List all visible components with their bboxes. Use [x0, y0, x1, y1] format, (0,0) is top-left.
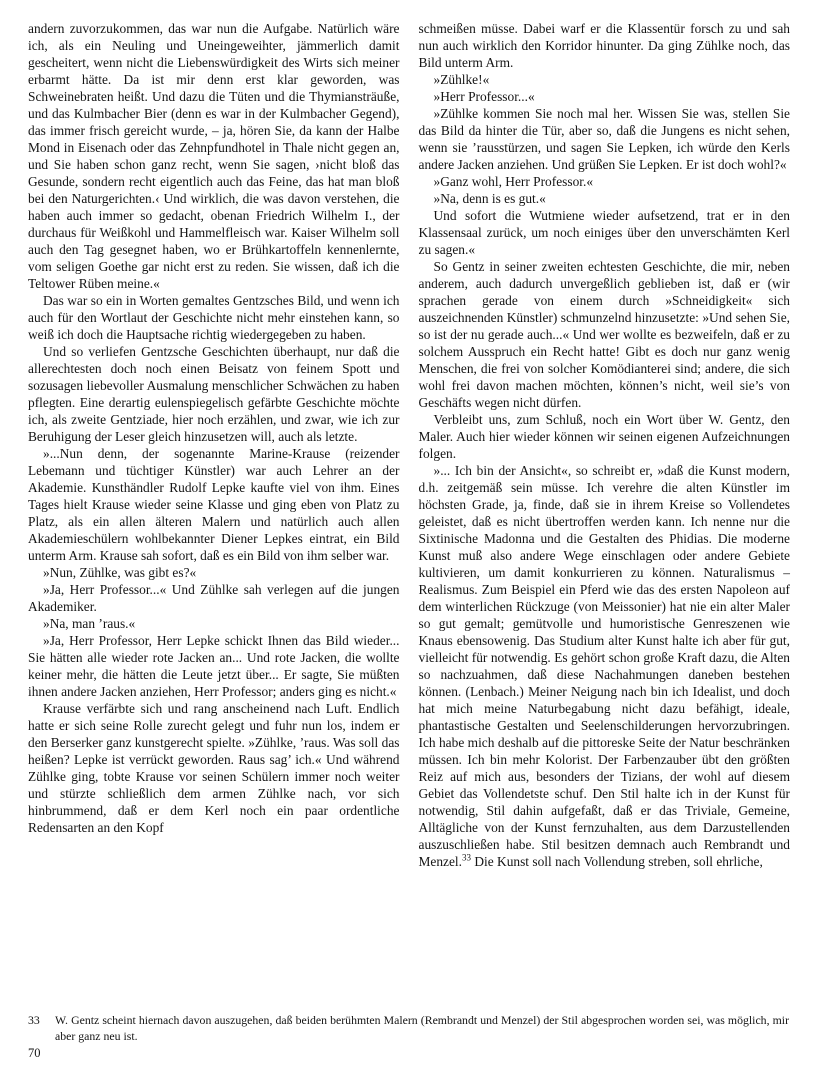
- paragraph: schmeißen müsse. Dabei warf er die Klassentür forsch zu und sah nun auch wirklich den Korridor hinunter. Da ging Zühlke noch, das Bild unterm Arm.: [418, 21, 790, 70]
- right-column: [419, 20, 791, 870]
- page-footer: [28, 1013, 789, 1060]
- paragraph: Das war so ein in Worten gemaltes Gentzsches Bild, und wenn ich auch für den Wortlaut der Geschichte nicht mehr einstehen kann, so weiß ich doch die Hauptsache richtig wiedergegeben zu haben.: [28, 293, 400, 342]
- paragraph-with-footnote-ref: [419, 462, 791, 870]
- paragraph: Und sofort die Wutmiene wieder aufsetzend, trat er in den Klassensaal zurück, um noch einiges über den unverschämten Kerl zu sagen.«: [418, 208, 790, 257]
- paragraph: So Gentz in seiner zweiten echtesten Geschichte, die mir, neben anderem, auch dadurch unvergeßlich geblieben ist, daß er (wir sprachen gerade von einem durch »Schneidigkeit« sich auszeichnenden Künstler) schmunzelnd hinzusetzte: »Und sehen Sie, so ist der nu gerade auch...« Und wer wollte es bezweifeln, daß er zu solchem Ausspruch ein Recht hatte! Gibt es doch nur ganz wenig Menschen, die frei von solcher Komödianterei sind; andere, die sich wohl frei davon machen möchten, können’s nicht, weil sie’s von Geschäfts wegen nicht dürfen.: [418, 259, 790, 410]
- paragraph-text-before-ref: »... Ich bin der Ansicht«, so schreibt er, »daß die Kunst modern, d.h. zeitgemäß sein müsse. Ich verehre die alten Künstler im höchsten Grade, ja, finde, daß sie in ihrem Kreise so Vollendetes geleistet, daß es nicht übertroffen werden kann. Ich nenne nur die Sixtinische Madonna und die Gestalten des Phidias. Die moderne Kunst muß also andere Wege einschlagen oder andere Gebiete kultivieren, um damit konkurrieren zu können. Naturalismus – Realismus. Zum Beispiel ein Pferd wie das des ersten Napoleon auf dem winterlichen Rückzuge (von Meissonier) hat nie ein alter Maler so gut gemalt; gemütvolle und humoristische Genreszenen wie Knaus ebensowenig. Das Studium alter Kunst halte ich aber für gut, vielleicht für notwendig. Es gehört schon große Kraft dazu, die Alten so nachzuahmen, daß diese Nachahmungen daneben bestehen können. (Lenbach.) Meiner Neigung nach bin ich Idealist, und doch hat mich meine Naturbegabung nicht dazu befähigt, ideale, phantastische Gestalten und Seelenschilderungen hervorzubringen. Ich habe mich deshalb auf die pittoreske Seite der Natur beschränken müssen. Ich bin mehr Kolorist. Der Farbenzauber übt den größten Reiz auf mich aus, besonders der Tizians, der wohl auf diesem Gebiet das Vollendetste schuf. Den Stil halte ich in der Kunst für notwendig, Stil dahin aufgefaßt, daß er das Triviale, Gemeine, Alltägliche von der Kunst fernzuhalten, aus dem Darzustellenden auszuschließen habe. Stil besitzen demnach auch Rembrandt und Menzel.: [418, 463, 790, 869]
- footnote-text: W. Gentz scheint hiernach davon auszugehen, daß beiden berühmten Malern (Rembrandt und Menzel) der Stil abgesprochen worden sei, was möglich, mir aber ganz neu ist.: [55, 1013, 789, 1043]
- paragraph: Verbleibt uns, zum Schluß, noch ein Wort über W. Gentz, den Maler. Auch hier wieder können wir seinen eigenen Aufzeichnungen folgen.: [418, 412, 790, 461]
- paragraph-dialogue: »Herr Professor...«: [433, 89, 535, 104]
- paragraph-text-after-ref: Die Kunst soll nach Vollendung streben, soll ehrliche,: [471, 854, 763, 869]
- page-number: 70: [28, 1046, 41, 1060]
- paragraph-dialogue: »Zühlke kommen Sie noch mal her. Wissen Sie was, stellen Sie das Bild da hinter die Tür, aber so, daß die Jungens es nicht sehen, wenn sie ’rausstürzen, und sagen Sie Lepken, ich würde den Kerls andere Jacken anziehen. Und grüßen Sie Lepken. Er ist doch wohl?«: [418, 106, 790, 172]
- paragraph-dialogue: »Na, man ’raus.«: [43, 616, 136, 631]
- left-column: [28, 20, 400, 870]
- paragraph-dialogue: »Ja, Herr Professor...« Und Zühlke sah verlegen auf die jungen Akademiker.: [28, 582, 400, 614]
- paragraph: Krause verfärbte sich und rang anscheinend nach Luft. Endlich hatte er sich seine Rolle zurecht gelegt und fuhr nun los, indem er den Berserker ganz kunstgerecht spielte. »Zühlke, ’raus. Was soll das heißen? Lepke ist verrückt geworden. Raus sag’ ich.« Und während Zühlke ging, tobte Krause vor seinen Schülern immer noch weiter und stürzte schließlich dem armen Zühlke nach, vor sich hinbrummend, daß er dem Kerl noch ein paar ordentliche Redensarten an den Kopf: [28, 701, 400, 835]
- footnote-reference: 33: [462, 852, 471, 863]
- paragraph: Und so verliefen Gentzsche Geschichten überhaupt, nur daß die allerechtesten doch noch einen Beisatz von feinem Spott und sozusagen liebevoller Ausmalung menschlicher Schwächen zu haben pflegten. Eine derartig eulenspiegelisch gefärbte Geschichte möchte ich, als zweite Gentziade, hier noch erzählen, und zwar, wie ich zur Beruhigung der Leser gleich hinzusetzen will, auch als letzte.: [28, 344, 400, 444]
- paragraph-dialogue: »Na, denn is es gut.«: [433, 191, 546, 206]
- paragraph-dialogue: »Ja, Herr Professor, Herr Lepke schickt Ihnen das Bild wieder... Sie hätten alle wieder rote Jacken an... Und rote Jacken, die wollte keiner mehr, die hätten die Leute jetzt über... Er sagte, Sie müßten ihnen andere Jacken anziehen, Herr Professor; anders ging es nicht.«: [28, 633, 400, 699]
- paragraph-dialogue: »Ganz wohl, Herr Professor.«: [433, 174, 594, 189]
- paragraph: »...Nun denn, der sogenannte Marine-Krause (reizender Lebemann und tüchtiger Künstler) war auch Lehrer an der Akademie. Kunsthändler Rudolf Lepke kaufte viel von ihm. Eines Tages hielt Krause wieder seine Klasse und ging eben von Platz zu Platz, als ein allen älteren Malern und natürlich auch allen Akademieschülern wohlbekannter Diener Lepkes eintrat, ein Bild unterm Arm. Krause sah sofort, daß es ein Bild von ihm selber war.: [28, 446, 400, 563]
- paragraph: andern zuvorzukommen, das war nun die Aufgabe. Natürlich wäre ich, als ein Neuling und Uneingeweihter, jämmerlich damit gescheitert, wenn nicht die Liebenswürdigkeit des Wirts sich meiner erbarmt hätte. Da ist mir denn erst klar geworden, was Schweinebraten heißt. Und dazu die Tüten und die Thymiansträuße, und das Kulmbacher Bier (denn es war in der Kulmbacher Gegend), das immer frisch gereicht wurde, – ja, hören Sie, da kann der Halbe Mond in Eisenach oder das Zehnpfundhotel in Thale nicht gegen an, und Sie haben schon ganz recht, wenn Sie sagen, ›nicht bloß das Gesunde, sondern recht eigentlich auch das Feine, das hat man bloß bei den Naturgerichten.‹ Und wirklich, die was davon verstehen, die haben auch immer so gedacht, obenan Friedrich Wilhelm I., der durchaus für Weißkohl und Hammelfleisch war. Kaiser Wilhelm soll auch den Tag gesegnet haben, wo er Brühkartoffeln kennenlernte, vom seligen Goethe gar nicht erst zu reden. Sie wissen, daß ich die Teltower Rüben meine.«: [28, 21, 400, 291]
- two-column-text-block: [28, 20, 790, 870]
- paragraph-dialogue: »Nun, Zühlke, was gibt es?«: [43, 565, 197, 580]
- paragraph-dialogue: »Zühlke!«: [433, 72, 490, 87]
- footnote: [28, 1013, 789, 1044]
- footnote-number: 33: [28, 1013, 40, 1027]
